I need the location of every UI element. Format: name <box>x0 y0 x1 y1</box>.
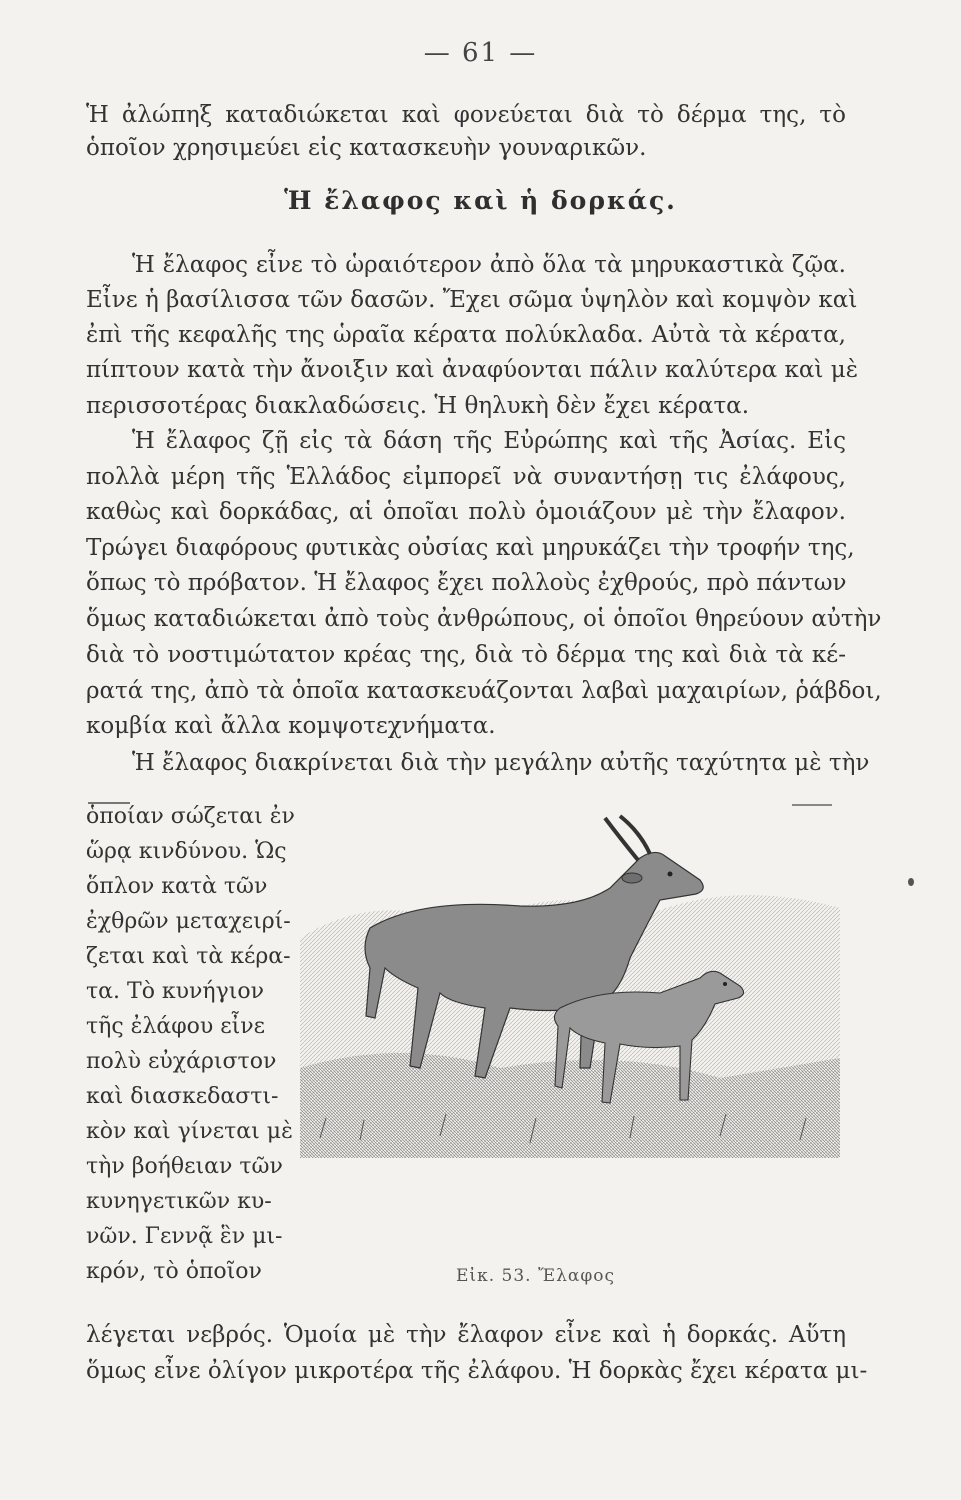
wrap-line: ζεται καὶ τὰ κέρα- <box>86 944 291 969</box>
wrap-line: πολὺ εὐχάριστον <box>86 1049 277 1074</box>
closing-line: λέγεται νεβρός. Ὁμοία μὲ τὴν ἔλαφον εἶνε καὶ ἡ δορκάς. Αὕτη <box>86 1322 846 1348</box>
wrap-line: κρόν, τὸ ὁποῖον <box>86 1259 262 1284</box>
body-line: καθὼς καὶ δορκάδας, αἱ ὁποῖαι πολὺ ὁμοιάζουν μὲ τὴν ἔλαφον. <box>86 499 846 525</box>
wrap-line: τα. Τὸ κυνήγιον <box>86 979 264 1004</box>
body-line: ἐπὶ τῆς κεφαλῆς της ὡραῖα κέρατα πολύκλαδα. Αὐτὰ τὰ κέρατα, <box>86 322 846 348</box>
body-line: Ἡ ἔλαφος διακρίνεται διὰ τὴν μεγάλην αὐτῆς ταχύτητα μὲ τὴν <box>132 750 870 776</box>
figure-caption: Εἰκ. 53. Ἔλαφος <box>456 1266 616 1286</box>
antelope-illustration <box>300 818 840 1158</box>
wrap-line: κὸν καὶ γίνεται μὲ <box>86 1119 293 1144</box>
wrap-line: τῆς ἐλάφου εἶνε <box>86 1014 266 1039</box>
wrap-line: ἐχθρῶν μεταχειρί- <box>86 909 291 934</box>
section-heading: Ἡ ἔλαφος καὶ ἡ δορκάς. <box>284 186 677 215</box>
body-line: Ἡ ἔλαφος ζῇ εἰς τὰ δάση τῆς Εὐρώπης καὶ τῆς Ἀσίας. Εἰς <box>132 428 846 454</box>
wrap-line: ὁποίαν σώζεται ἐν <box>86 804 295 829</box>
wrap-line: ὥρᾳ κινδύνου. Ὡς <box>86 839 287 864</box>
wrap-line: καὶ διασκεδαστι- <box>86 1084 279 1109</box>
body-line: διὰ τὸ νοστιμώτατον κρέας της, διὰ τὸ δέρμα της καὶ διὰ τὰ κέ- <box>86 642 846 668</box>
body-line: ὅπως τὸ πρόβατον. Ἡ ἔλαφος ἔχει πολλοὺς ἐχθρούς, πρὸ πάντων <box>86 570 847 596</box>
wrap-line: κυνηγετικῶν κυ- <box>86 1189 272 1214</box>
wrap-line: νῶν. Γεννᾷ ἓν μι- <box>86 1224 283 1249</box>
ink-mark <box>792 804 832 806</box>
body-line: πίπτουν κατὰ τὴν ἄνοιξιν καὶ ἀναφύονται πάλιν καλύτερα καὶ μὲ <box>86 357 859 383</box>
intro-line: Ἡ ἀλώπηξ καταδιώκεται καὶ φονεύεται διὰ τὸ δέρμα της, τὸ <box>86 102 846 128</box>
wrap-line: τὴν βοήθειαν τῶν <box>86 1154 283 1179</box>
ink-spot <box>908 878 914 886</box>
intro-line: ὁποῖον χρησιμεύει εἰς κατασκευὴν γουναρικῶν. <box>86 135 647 161</box>
closing-line: ὅμως εἶνε ὀλίγον μικροτέρα τῆς ἐλάφου. Ἡ δορκὰς ἔχει κέρατα μι- <box>86 1358 868 1384</box>
body-line: Εἶνε ἡ βασίλισσα τῶν δασῶν. Ἔχει σῶμα ὑψηλὸν καὶ κομψὸν καὶ <box>86 287 858 313</box>
body-line: κομβία καὶ ἄλλα κομψοτεχνήματα. <box>86 713 496 739</box>
body-line: περισσοτέρας διακλαδώσεις. Ἡ θηλυκὴ δὲν ἔχει κέρατα. <box>86 393 750 419</box>
body-line: Ἡ ἔλαφος εἶνε τὸ ὡραιότερον ἀπὸ ὅλα τὰ μηρυκαστικὰ ζῷα. <box>132 252 846 278</box>
body-line: πολλὰ μέρη τῆς Ἑλλάδος εἰμπορεῖ νὰ συναντήσῃ τις ἐλάφους, <box>86 464 846 490</box>
body-line: ὅμως καταδιώκεται ἀπὸ τοὺς ἀνθρώπους, οἱ ὁποῖοι θηρεύουν αὐτὴν <box>86 606 882 632</box>
body-line: Τρώγει διαφόρους φυτικὰς οὐσίας καὶ μηρυκάζει τὴν τροφήν της, <box>86 535 855 561</box>
page-number: — 61 — <box>423 38 538 68</box>
body-line: ρατά της, ἀπὸ τὰ ὁποῖα κατασκευάζονται λαβαὶ μαχαιρίων, ῥάβδοι, <box>86 678 882 704</box>
wrap-line: ὅπλον κατὰ τῶν <box>86 874 268 899</box>
